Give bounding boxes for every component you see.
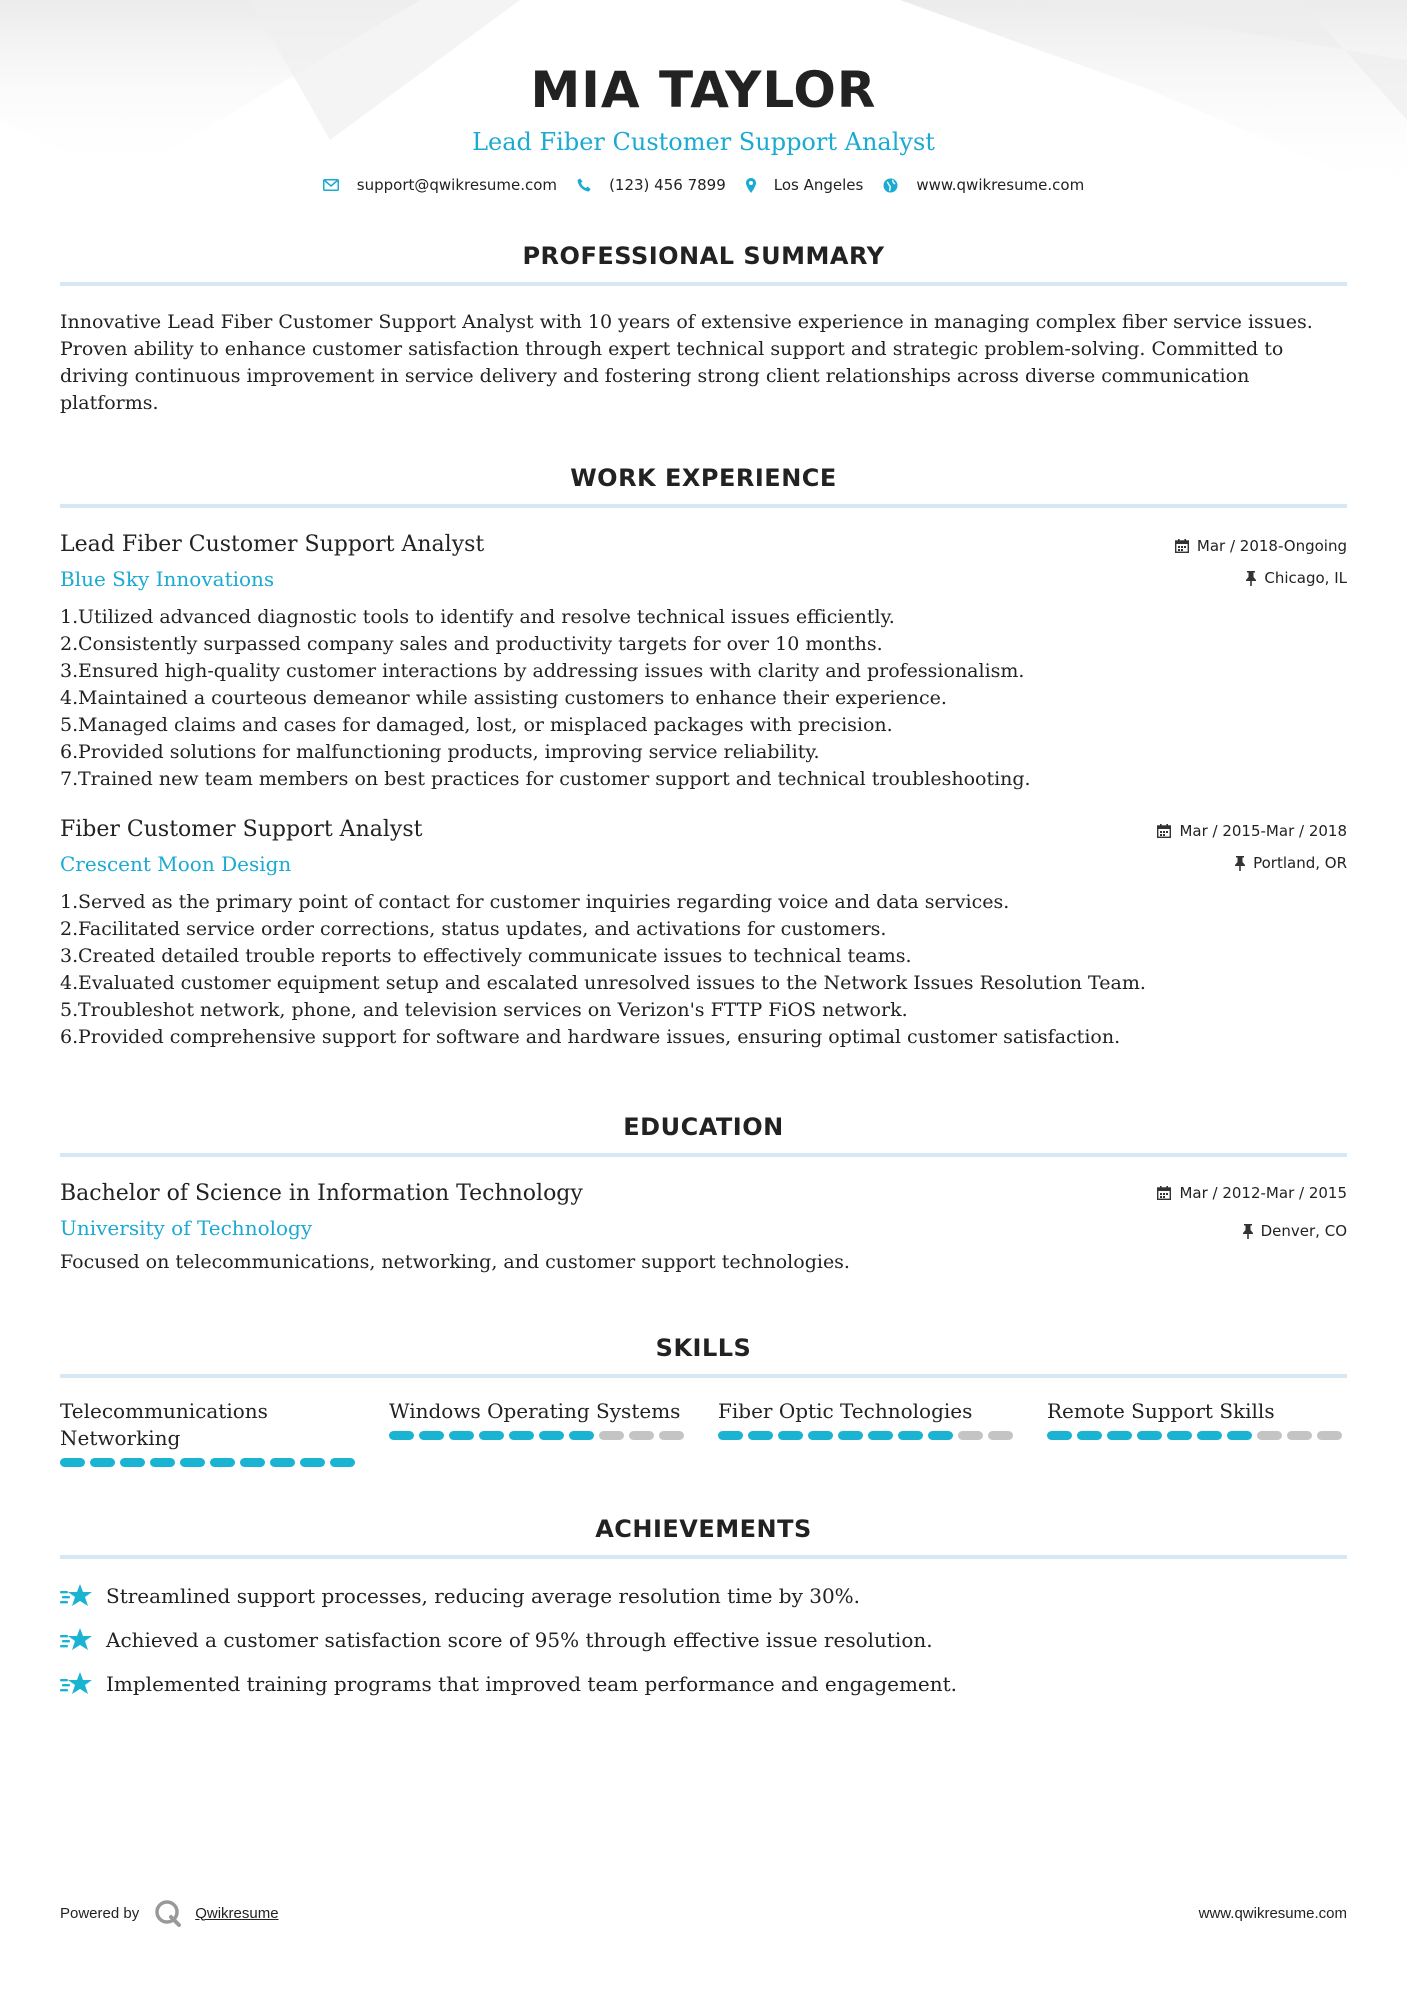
list-item: 2. Facilitated service order corrections, status updates, and activations for customers. [60, 918, 887, 940]
job-role: Fiber Customer Support Analyst [60, 817, 423, 842]
skill-dot-empty [629, 1431, 654, 1440]
skill-dot-filled [1227, 1431, 1252, 1440]
list-item: 2. Consistently surpassed company sales and productivity targets for over 10 months. [60, 633, 883, 655]
skill-dot-filled [330, 1458, 355, 1467]
skill-name: Remote Support Skills [1047, 1399, 1275, 1423]
education-heading: EDUCATION [60, 1113, 1347, 1157]
experience-heading: WORK EXPERIENCE [60, 464, 1347, 508]
list-item: 6. Provided solutions for malfunctioning products, improving service reliability. [60, 741, 820, 763]
contact-phone-text: (123) 456 7899 [609, 176, 726, 194]
skill-name: Windows Operating Systems [389, 1399, 681, 1423]
skills-heading: SKILLS [60, 1334, 1347, 1378]
phone-icon [577, 178, 591, 192]
globe-icon [883, 178, 898, 193]
skill-dot-filled [509, 1431, 534, 1440]
achievement-text: Implemented training programs that improved team performance and engagement. [106, 1672, 958, 1696]
achievements-heading: ACHIEVEMENTS [60, 1515, 1347, 1559]
qwikresume-link[interactable]: Qwikresume [195, 1904, 279, 1922]
powered-by-label: Powered by [60, 1904, 140, 1922]
skill-item [60, 1398, 360, 1467]
envelope-icon [323, 179, 339, 191]
summary-text: Innovative Lead Fiber Customer Support Analyst with 10 years of extensive experience in managing complex fiber service issues. Proven ability to enhance customer satisfaction through expert technical support and strategic problem-solving. Committed to driving continuous improvement in service delivery and fostering strong client relationships across diverse communication platforms. [60, 311, 1313, 414]
list-item: 3. Ensured high-quality customer interactions by addressing issues with clarity and professionalism. [60, 660, 1025, 682]
skill-dot-filled [240, 1458, 265, 1467]
skill-dot-filled [479, 1431, 504, 1440]
contact-location-text: Los Angeles [773, 176, 864, 194]
job-bullets [60, 604, 1347, 793]
skill-dot-filled [389, 1431, 414, 1440]
shooting-star-icon [60, 1671, 94, 1697]
skill-item [389, 1398, 689, 1467]
pushpin-icon [1235, 856, 1245, 871]
candidate-title: Lead Fiber Customer Support Analyst [472, 128, 935, 156]
skill-dot-filled [1107, 1431, 1132, 1440]
achievement-item [60, 1669, 1347, 1699]
skill-dot-filled [180, 1458, 205, 1467]
skill-dot-filled [748, 1431, 773, 1440]
skill-dot-filled [419, 1431, 444, 1440]
skill-dot-filled [928, 1431, 953, 1440]
contact-email-text: support@qwikresume.com [356, 176, 558, 194]
skill-rating [389, 1431, 689, 1440]
education-school: University of Technology [60, 1216, 313, 1240]
list-item: 5. Troubleshot network, phone, and television services on Verizon's FTTP FiOS network. [60, 999, 908, 1021]
job-location: Portland, OR [1253, 854, 1347, 872]
footer-website-link[interactable]: www.qwikresume.com [1198, 1904, 1347, 1922]
resume-header [60, 0, 1347, 194]
list-item: 3. Created detailed trouble reports to effectively communicate issues to technical teams. [60, 945, 912, 967]
education-section [60, 1113, 1347, 1276]
skill-dot-filled [1077, 1431, 1102, 1440]
job-entry [60, 530, 1347, 793]
pushpin-icon [1243, 1224, 1253, 1239]
calendar-icon [1157, 1186, 1171, 1200]
education-description: Focused on telecommunications, networking, and customer support technologies. [60, 1251, 850, 1273]
shooting-star-icon [60, 1583, 94, 1609]
skill-dot-filled [718, 1431, 743, 1440]
skill-dot-filled [1197, 1431, 1222, 1440]
contact-location [746, 176, 864, 194]
education-location: Denver, CO [1260, 1222, 1347, 1240]
job-dates: Mar / 2018-Ongoing [1196, 537, 1347, 555]
skill-dot-filled [60, 1458, 85, 1467]
achievement-item [60, 1581, 1347, 1611]
contact-bar [60, 176, 1347, 194]
page-footer [60, 1898, 1347, 1928]
contact-phone[interactable] [577, 176, 726, 194]
job-location: Chicago, IL [1264, 569, 1347, 587]
skill-dot-filled [868, 1431, 893, 1440]
achievement-text: Streamlined support processes, reducing average resolution time by 30%. [106, 1584, 861, 1608]
skill-dot-filled [120, 1458, 145, 1467]
list-item: 6. Provided comprehensive support for software and hardware issues, ensuring optimal customer satisfaction. [60, 1026, 1121, 1048]
candidate-name: MIA TAYLOR [530, 61, 877, 119]
skill-dot-filled [838, 1431, 863, 1440]
skill-rating [718, 1431, 1018, 1440]
skill-dot-filled [270, 1458, 295, 1467]
job-bullets [60, 889, 1347, 1051]
achievement-item [60, 1625, 1347, 1655]
list-item: 4. Maintained a courteous demeanor while assisting customers to enhance their experience. [60, 687, 947, 709]
skills-list [60, 1398, 1347, 1467]
list-item: 7. Trained new team members on best practices for customer support and technical troubleshooting. [60, 768, 1031, 790]
achievement-text: Achieved a customer satisfaction score of 95% through effective issue resolution. [106, 1628, 933, 1652]
skill-name: Fiber Optic Technologies [718, 1399, 973, 1423]
skills-section [60, 1334, 1347, 1467]
pushpin-icon [1246, 571, 1256, 586]
skill-item [1047, 1398, 1347, 1467]
skill-dot-filled [90, 1458, 115, 1467]
skill-dot-filled [210, 1458, 235, 1467]
list-item: 1. Served as the primary point of contact for customer inquiries regarding voice and data services. [60, 891, 1010, 913]
skill-dot-filled [1047, 1431, 1072, 1440]
experience-section [60, 464, 1347, 1051]
skill-dot-empty [659, 1431, 684, 1440]
skill-dot-empty [1257, 1431, 1282, 1440]
skill-dot-empty [988, 1431, 1013, 1440]
skill-dot-empty [599, 1431, 624, 1440]
skill-dot-filled [1167, 1431, 1192, 1440]
skill-dot-empty [1287, 1431, 1312, 1440]
summary-section [60, 242, 1347, 417]
job-role: Lead Fiber Customer Support Analyst [60, 532, 485, 557]
qwikresume-logo-icon [153, 1898, 183, 1928]
skill-dot-empty [1317, 1431, 1342, 1440]
map-pin-icon [746, 178, 756, 193]
achievements-section [60, 1515, 1347, 1699]
skill-name: Telecommunications Networking [60, 1399, 268, 1450]
skill-rating [1047, 1431, 1347, 1440]
job-company: Crescent Moon Design [60, 852, 292, 876]
shooting-star-icon [60, 1627, 94, 1653]
job-entry [60, 815, 1347, 1051]
skill-item [718, 1398, 1018, 1467]
skill-dot-filled [808, 1431, 833, 1440]
skill-dot-filled [778, 1431, 803, 1440]
skill-dot-filled [449, 1431, 474, 1440]
skill-rating [60, 1458, 360, 1467]
contact-email[interactable] [323, 176, 557, 194]
calendar-icon [1175, 539, 1189, 553]
skill-dot-filled [150, 1458, 175, 1467]
skill-dot-filled [898, 1431, 923, 1440]
skill-dot-empty [958, 1431, 983, 1440]
list-item: 5. Managed claims and cases for damaged, lost, or misplaced packages with precision. [60, 714, 893, 736]
job-dates: Mar / 2015-Mar / 2018 [1179, 822, 1347, 840]
skill-dot-filled [539, 1431, 564, 1440]
skill-dot-filled [569, 1431, 594, 1440]
education-dates: Mar / 2012-Mar / 2015 [1179, 1184, 1347, 1202]
calendar-icon [1157, 824, 1171, 838]
list-item: 4. Evaluated customer equipment setup and escalated unresolved issues to the Network Issues Resolution Team. [60, 972, 1146, 994]
contact-website[interactable] [883, 176, 1084, 194]
education-degree: Bachelor of Science in Information Technology [60, 1181, 583, 1206]
list-item: 1. Utilized advanced diagnostic tools to identify and resolve technical issues efficiently. [60, 606, 895, 628]
summary-heading: PROFESSIONAL SUMMARY [60, 242, 1347, 286]
contact-website-text: www.qwikresume.com [916, 176, 1085, 194]
skill-dot-filled [300, 1458, 325, 1467]
skill-dot-filled [1137, 1431, 1162, 1440]
job-company: Blue Sky Innovations [60, 567, 275, 591]
